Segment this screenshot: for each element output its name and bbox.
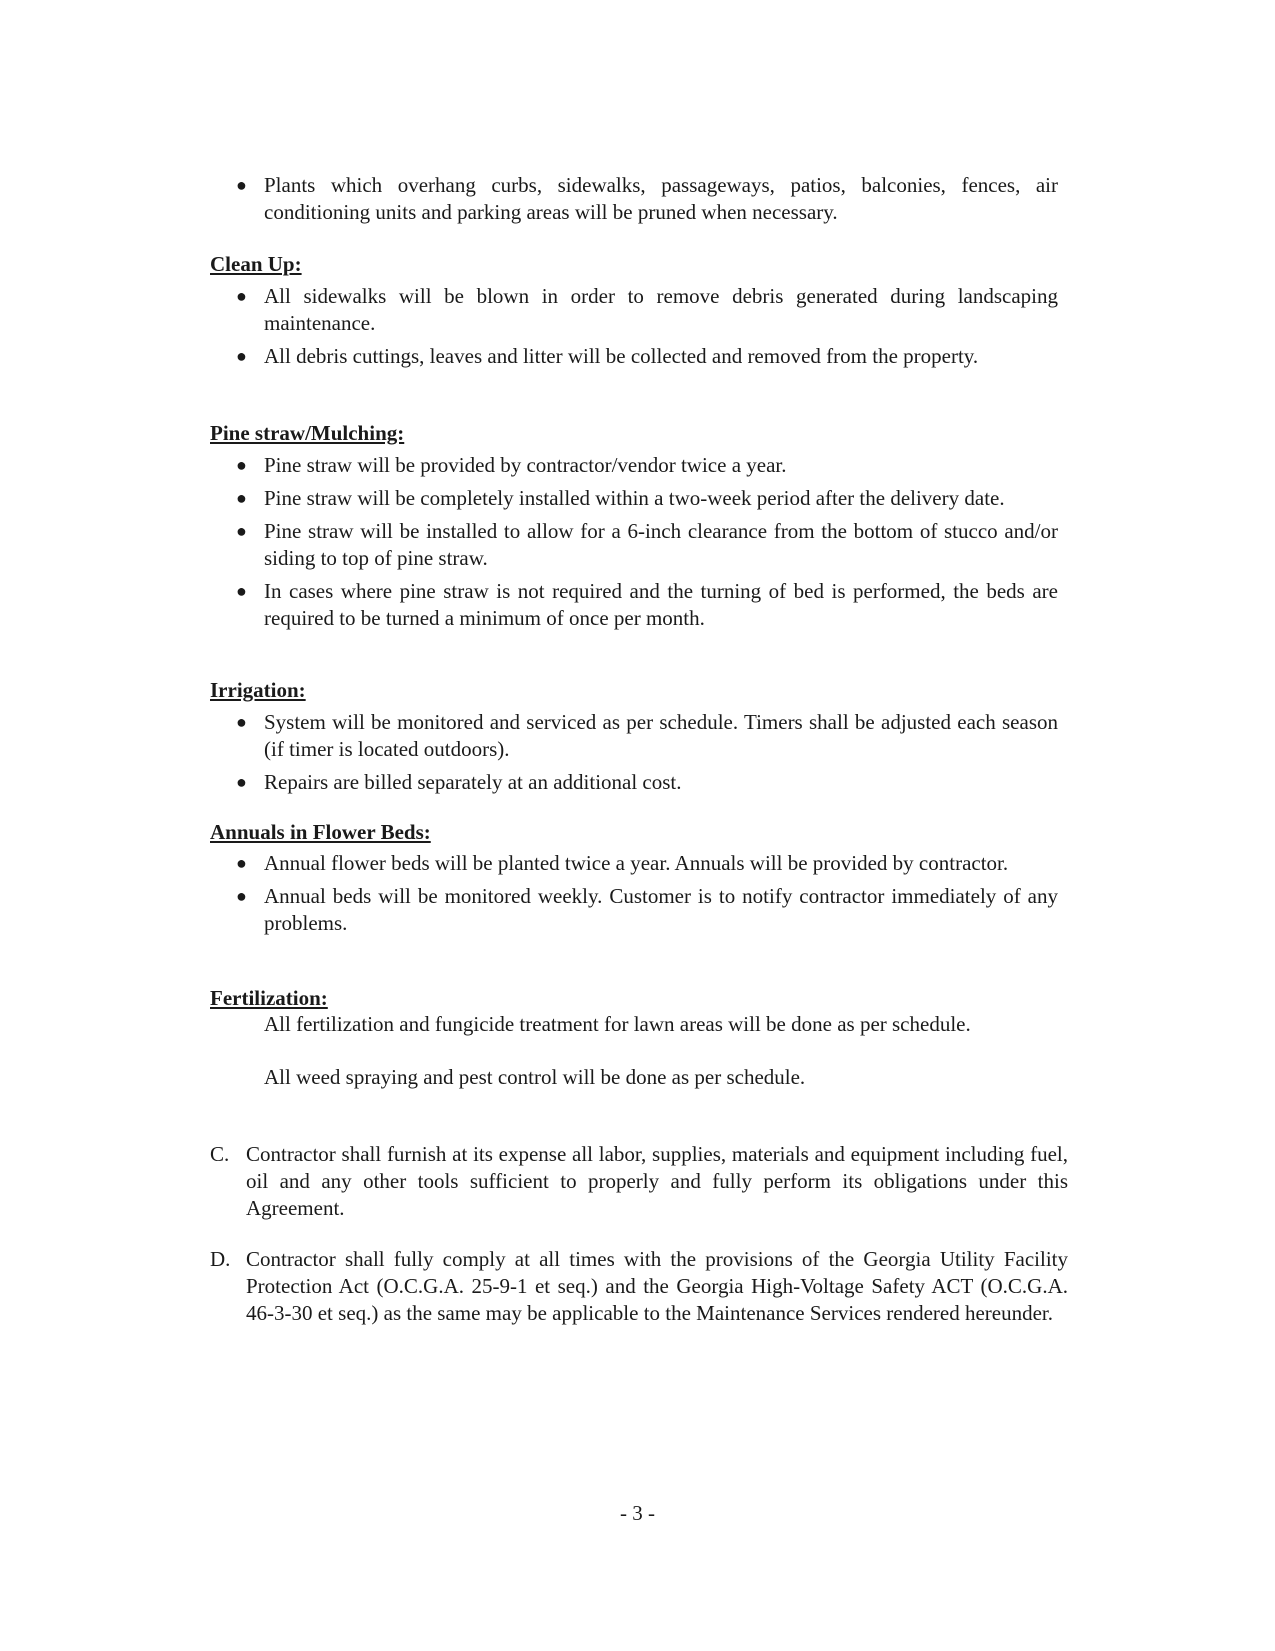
fertilization-paragraph: All fertilization and fungicide treatment for lawn areas will be done as per schedule. xyxy=(264,1012,971,1036)
clause-d xyxy=(210,1246,1068,1327)
list-item xyxy=(236,883,1058,937)
bullet-text: Plants which overhang curbs, sidewalks, passageways, patios, balconies, fences, air conditioning units and parking areas will be pruned when necessary. xyxy=(264,173,1058,224)
list-item xyxy=(236,518,1058,572)
section-heading-annuals: Annuals in Flower Beds: xyxy=(210,820,431,844)
clause-letter: D. xyxy=(210,1247,231,1271)
bullet-icon: ● xyxy=(236,886,247,906)
bullet-icon: ● xyxy=(236,521,247,541)
bullet-icon: ● xyxy=(236,712,247,732)
list-item xyxy=(236,343,1058,370)
bullet-text: Annual flower beds will be planted twice a year. Annuals will be provided by contractor. xyxy=(264,851,1009,875)
list-item xyxy=(236,709,1058,763)
pine-straw-bullet-list xyxy=(236,452,1058,638)
list-item xyxy=(236,452,1058,479)
irrigation-bullet-list xyxy=(236,709,1058,802)
bullet-text: All debris cuttings, leaves and litter will be collected and removed from the property. xyxy=(264,344,979,368)
bullet-text: Annual beds will be monitored weekly. Customer is to notify contractor immediately of any problems. xyxy=(264,884,1058,935)
clean-up-bullet-list xyxy=(236,283,1058,376)
bullet-text: Repairs are billed separately at an additional cost. xyxy=(264,770,682,794)
bullet-icon: ● xyxy=(236,346,247,366)
pruning-bullet-list xyxy=(236,172,1058,232)
bullet-text: System will be monitored and serviced as per schedule. Timers shall be adjusted each season (if timer is located outdoors). xyxy=(264,710,1058,761)
bullet-icon: ● xyxy=(236,772,247,792)
section-heading-fertilization: Fertilization: xyxy=(210,986,328,1010)
bullet-icon: ● xyxy=(236,286,247,306)
clause-letter: C. xyxy=(210,1142,230,1166)
bullet-icon: ● xyxy=(236,853,247,873)
list-item xyxy=(236,172,1058,226)
bullet-icon: ● xyxy=(236,455,247,475)
bullet-icon: ● xyxy=(236,488,247,508)
list-item xyxy=(236,769,1058,796)
clause-text: Contractor shall fully comply at all times with the provisions of the Georgia Utility Facility Protection Act (O.C.G.A. 25-9-1 et seq.) and the Georgia High-Voltage Safety ACT (O.C.G.A. 46-3-30 et seq.) as the same may be applicable to the Maintenance Services rendered hereunder. xyxy=(246,1247,1068,1325)
fertilization-paragraph: All weed spraying and pest control will be done as per schedule. xyxy=(264,1065,806,1089)
list-item xyxy=(236,578,1058,632)
section-heading-clean-up: Clean Up: xyxy=(210,252,302,276)
list-item xyxy=(236,850,1058,877)
section-heading-irrigation: Irrigation: xyxy=(210,678,306,702)
bullet-text: Pine straw will be installed to allow for a 6-inch clearance from the bottom of stucco and/or siding to top of pine straw. xyxy=(264,519,1058,570)
bullet-text: All sidewalks will be blown in order to remove debris generated during landscaping maintenance. xyxy=(264,284,1058,335)
bullet-icon: ● xyxy=(236,175,247,195)
bullet-text: Pine straw will be completely installed within a two-week period after the delivery date. xyxy=(264,486,1005,510)
bullet-icon: ● xyxy=(236,581,247,601)
clause-text: Contractor shall furnish at its expense all labor, supplies, materials and equipment including fuel, oil and any other tools sufficient to properly and fully perform its obligations under this Agreement. xyxy=(246,1142,1068,1220)
bullet-text: In cases where pine straw is not required and the turning of bed is performed, the beds are required to be turned a minimum of once per month. xyxy=(264,579,1058,630)
list-item xyxy=(236,283,1058,337)
list-item xyxy=(236,485,1058,512)
clause-c xyxy=(210,1141,1068,1222)
section-heading-pine-straw: Pine straw/Mulching: xyxy=(210,421,405,445)
page-number: - 3 - xyxy=(620,1501,655,1525)
bullet-text: Pine straw will be provided by contractor/vendor twice a year. xyxy=(264,453,787,477)
annuals-bullet-list xyxy=(236,850,1058,943)
